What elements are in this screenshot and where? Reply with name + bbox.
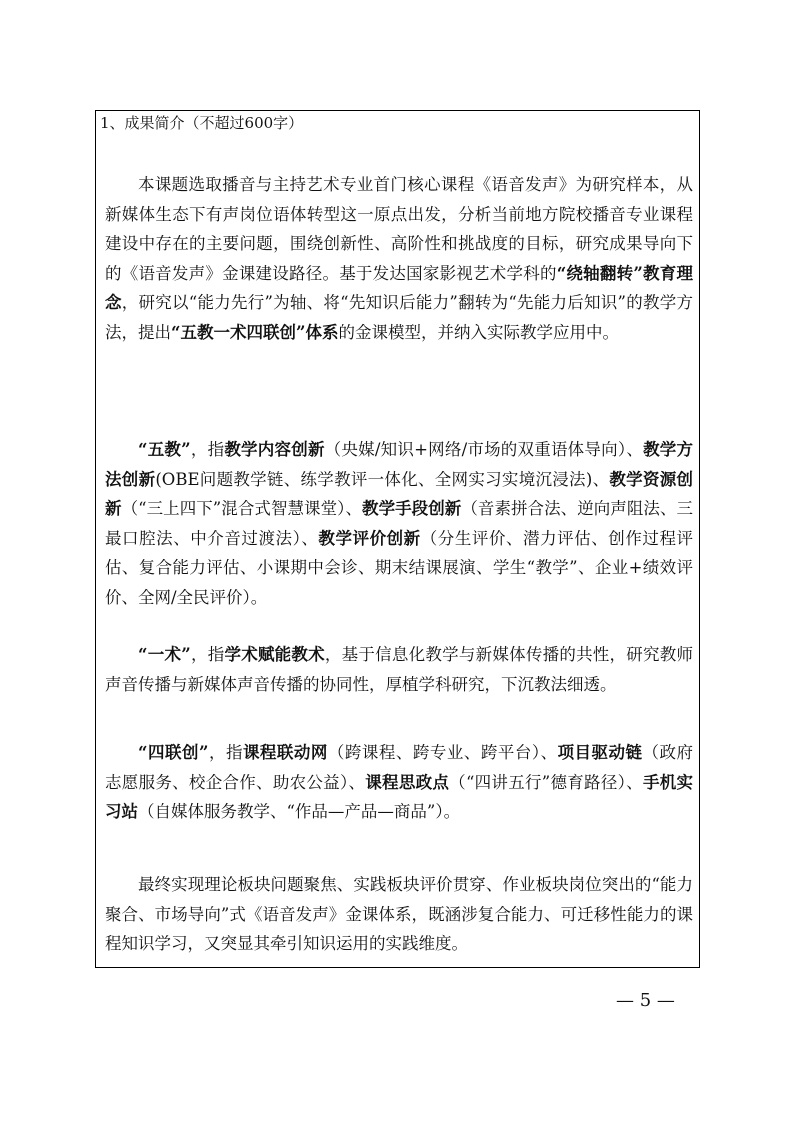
silianchuang-text-2: （跨课程、跨专业、跨平台）、 [327,743,558,762]
silianchuang-text-4: （“四讲五行”德育路径）、 [449,772,643,792]
silianchuang-bold-3: 项目驱动链 [557,743,643,762]
wujiao-bold-5: 教学手段创新 [362,499,462,518]
wujiao-text-4: （“三上四下”混合式智慧课堂）、 [121,499,363,518]
silianchuang-bold-2: 课程联动网 [242,743,328,762]
intro-text-1: 本课题选取播音与主持艺术专业首门核心课程《语音发声》为研究样本，从新媒体生态下有声岗位语体转型这一原点出发，分析当前地方院校播音专业课程建设中存在的主要问题，围绕创新性、高阶性和挑战度的目标，研究成果导向下的《语音发声》金课建设路径。基于发达国家影视艺术学科的 [105,175,693,283]
wujiao-bold-3: 教学方法创新 [105,440,694,489]
yishu-bold-1: “一术” [138,645,191,664]
silianchuang-text-1: ，指 [208,743,243,762]
intro-paragraph [105,170,693,347]
wujiao-bold-1: “五教” [138,440,191,459]
page-number: — 5 — [616,990,675,1011]
wujiao-text-2: （央媒/知识+网络/市场的双重语体导向）、 [324,440,644,459]
yishu-text-2: ，基于信息化教学与新媒体传播的共性，研究教师声音传播与新媒体声音传播的协同性，厚植学科研究，下沉教法细透。 [105,645,694,694]
yishu-text-1: ，指 [190,645,225,664]
intro-bold-2: “五教一术四联创”体系 [171,322,339,342]
wujiao-text-6: （分生评价、潜力评估、创作过程评估、复合能力评估、小课期中会诊、期末结课展演、学生“教学”、企业+绩效评价、全网/全民评价）。 [105,528,694,607]
intro-text-2: ，研究以“能力先行”为轴、将“先知识后能力”翻转为“先能力后知识”的教学方法，提出 [105,293,693,342]
wujiao-bold-2: 教学内容创新 [224,440,325,459]
silianchuang-bold-1: “四联创” [138,743,209,762]
section-heading: 1、成果简介（不超过600字） [100,114,304,132]
wujiao-paragraph [105,435,693,612]
silianchuang-bold-5: 手机实习站 [105,772,693,821]
wujiao-text-3: (OBE问题教学链、练学教评一体化、全网实习实境沉浸法)、 [155,469,610,489]
wujiao-bold-6: 教学评价创新 [318,528,421,548]
wujiao-text-1: ，指 [190,440,225,459]
conclusion-paragraph: 最终实现理论板块问题聚焦、实践板块评价贯穿、作业板块岗位突出的“能力聚合、市场导向”式《语音发声》金课体系，既涵涉复合能力、可迁移性能力的课程知识学习，又突显其牵引知识运用的实践维度。 [105,875,693,953]
yishu-bold-2: 学术赋能教术 [224,645,325,664]
intro-bold-1: “绕轴翻转”教育理念 [105,263,694,312]
silianchuang-paragraph [105,738,693,827]
wujiao-text-5: （音素拼合法、逆向声阻法、三最口腔法、中介音过渡法）、 [105,499,694,548]
silianchuang-text-3: （政府志愿服务、校企合作、助农公益）、 [105,743,694,792]
silianchuang-text-5: （自媒体服务教学、“作品—产品—商品”）。 [138,802,461,821]
wujiao-bold-4: 教学资源创新 [105,469,694,518]
silianchuang-bold-4: 课程思政点 [365,772,450,792]
intro-text-3: 的金课模型，并纳入实际教学应用中。 [338,322,619,342]
yishu-paragraph [105,640,693,699]
